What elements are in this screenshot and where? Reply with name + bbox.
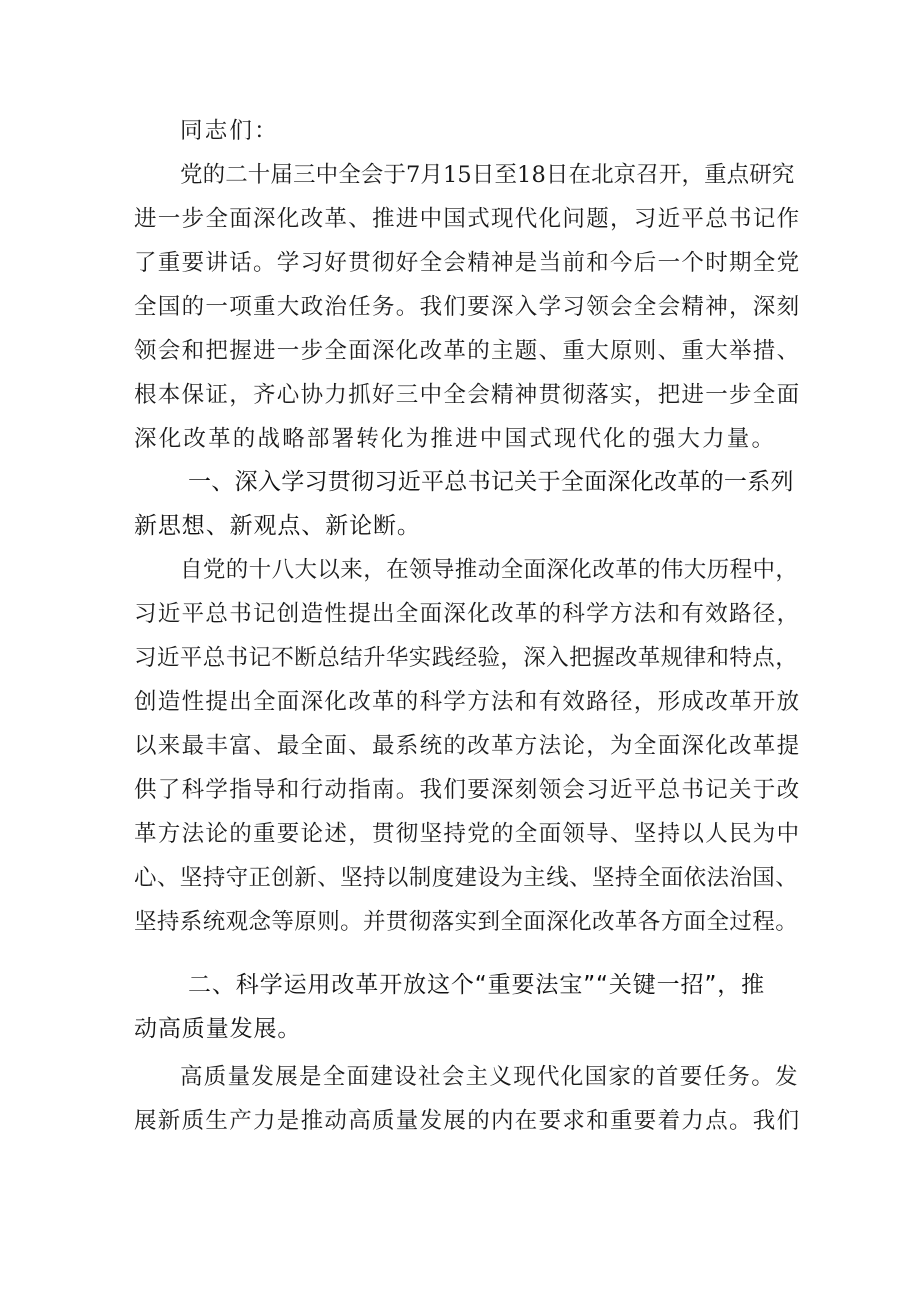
section1-body-line: 创造性提出全面深化改革的科学方法和有效路径，形成改革开放 bbox=[134, 689, 801, 715]
section1-body-line: 以来最丰富、最全面、最系统的改革方法论，为全面深化改革提 bbox=[134, 733, 801, 759]
section1-body-line: 习近平总书记不断总结升华实践经验，深入把握改革规律和特点， bbox=[134, 645, 799, 671]
section1-heading: 新思想、新观点、新论断。 bbox=[134, 513, 421, 539]
section1-heading: 一、深入学习贯彻习近平总书记关于全面深化改革的一系列 bbox=[188, 469, 794, 495]
intro-line: 根本保证，齐心协力抓好三中全会精神贯彻落实，把进一步全面 bbox=[134, 382, 801, 408]
section1-body-line: 革方法论的重要论述，贯彻坚持党的全面领导、坚持以人民为中 bbox=[134, 821, 801, 847]
section1-body-line: 心、坚持守正创新、坚持以制度建设为主线、坚持全面依法治国、 bbox=[134, 865, 799, 891]
section1-body-line: 习近平总书记创造性提出全面深化改革的科学方法和有效路径， bbox=[134, 601, 801, 627]
intro-line: 党的二十届三中全会于7月15日至18日在北京召开，重点研究 bbox=[180, 162, 795, 188]
section2-body-line: 高质量发展是全面建设社会主义现代化国家的首要任务。发 bbox=[180, 1064, 799, 1090]
section1-body-line: 自党的十八大以来，在领导推动全面深化改革的伟大历程中， bbox=[180, 557, 799, 583]
greeting: 同志们： bbox=[180, 118, 279, 144]
section2-body-line: 展新质生产力是推动高质量发展的内在要求和重要着力点。我们 bbox=[134, 1108, 801, 1134]
section2-heading: 二、科学运用改革开放这个“重要法宝”“关键一招”，推 bbox=[188, 972, 766, 998]
intro-line: 领会和把握进一步全面深化改革的主题、重大原则、重大举措、 bbox=[134, 338, 801, 364]
intro-line: 了重要讲话。学习好贯彻好全会精神是当前和今后一个时期全党 bbox=[134, 250, 801, 276]
intro-line: 深化改革的战略部署转化为推进中国式现代化的强大力量。 bbox=[134, 426, 777, 452]
intro-line: 进一步全面深化改革、推进中国式现代化问题，习近平总书记作 bbox=[134, 206, 801, 232]
section1-body-line: 坚持系统观念等原则。并贯彻落实到全面深化改革各方面全过程。 bbox=[134, 909, 799, 935]
section1-body-line: 供了科学指导和行动指南。我们要深刻领会习近平总书记关于改 bbox=[134, 777, 801, 803]
section2-heading: 动高质量发展。 bbox=[134, 1016, 302, 1042]
intro-line: 全国的一项重大政治任务。我们要深入学习领会全会精神，深刻 bbox=[134, 294, 801, 320]
